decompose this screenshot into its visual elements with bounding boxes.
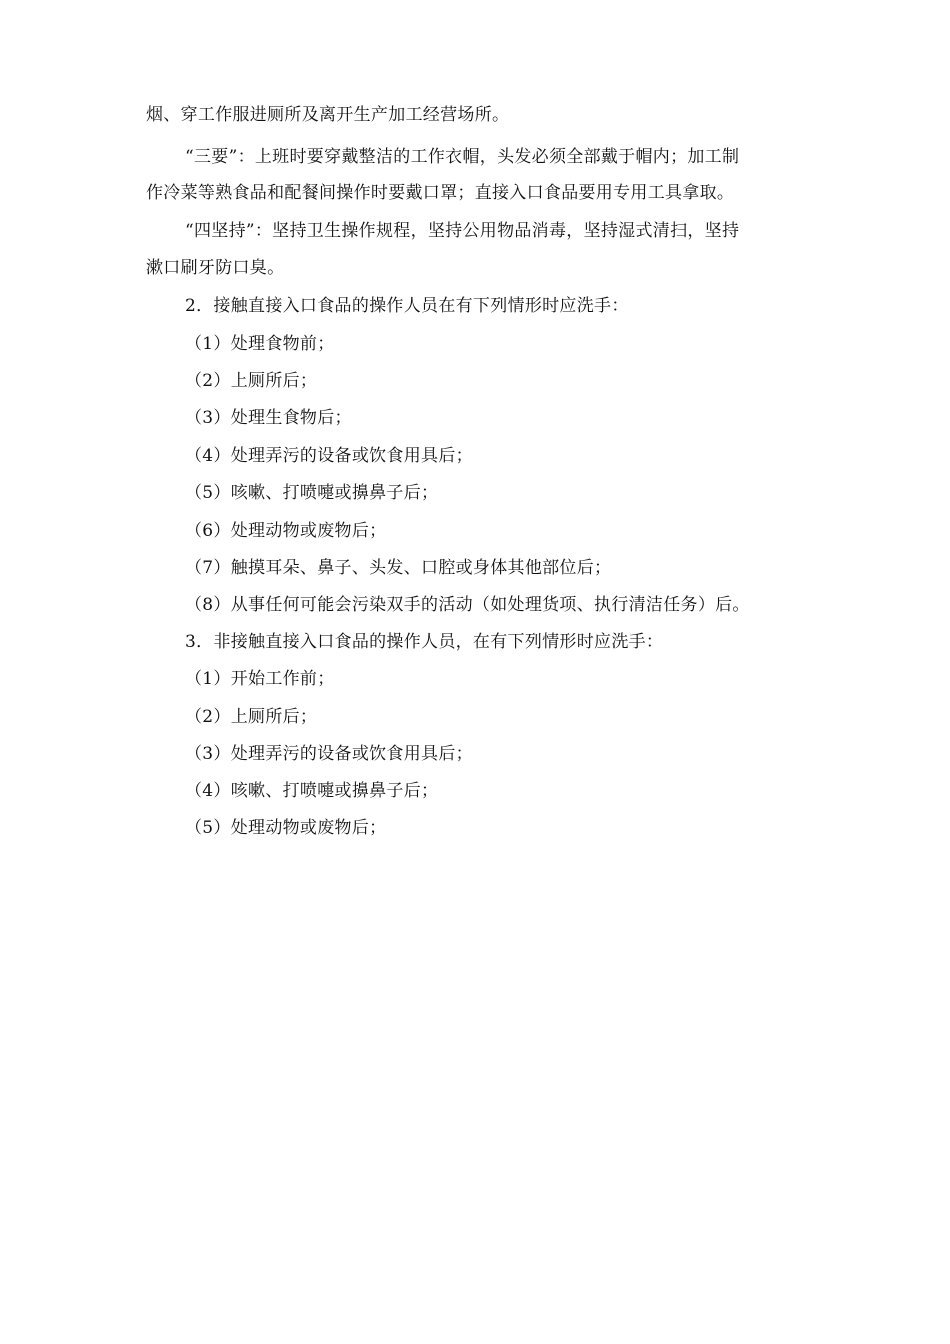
list-item: （4）处理弄污的设备或饮食用具后；: [185, 446, 473, 466]
paragraph-four-insists: “四坚持”：坚持卫生操作规程，坚持公用物品消毒，坚持湿式清扫，坚持: [185, 221, 740, 241]
list-item: （3）处理生食物后；: [185, 408, 352, 428]
list-item: （4）咳嗽、打喷嚏或擤鼻子后；: [185, 781, 439, 801]
section-heading-3: 3．非接触直接入口食品的操作人员，在有下列情形时应洗手：: [185, 632, 664, 652]
list-item: （1）开始工作前；: [185, 669, 335, 689]
paragraph-three-musts-cont: 作冷菜等熟食品和配餐间操作时要戴口罩；直接入口食品要用专用工具拿取。: [146, 183, 735, 203]
list-item: （3）处理弄污的设备或饮食用具后；: [185, 744, 473, 764]
paragraph-line-continuation: 烟、穿工作服进厕所及离开生产加工经营场所。: [146, 105, 510, 125]
list-item: （2）上厕所后；: [185, 707, 318, 727]
list-item: （5）处理动物或废物后；: [185, 818, 387, 838]
section-heading-2: 2．接触直接入口食品的操作人员在有下列情形时应洗手：: [185, 296, 629, 316]
paragraph-three-musts: “三要”：上班时要穿戴整洁的工作衣帽，头发必须全部戴于帽内；加工制: [185, 147, 740, 167]
list-item: （1）处理食物前；: [185, 334, 335, 354]
list-item: （5）咳嗽、打喷嚏或擤鼻子后；: [185, 483, 439, 503]
list-item: （2）上厕所后；: [185, 371, 318, 391]
list-item: （8）从事任何可能会污染双手的活动（如处理货项、执行清洁任务）后。: [185, 595, 750, 615]
list-item: （6）处理动物或废物后；: [185, 521, 387, 541]
paragraph-four-insists-cont: 漱口刷牙防口臭。: [146, 258, 285, 278]
list-item: （7）触摸耳朵、鼻子、头发、口腔或身体其他部位后；: [185, 558, 612, 578]
